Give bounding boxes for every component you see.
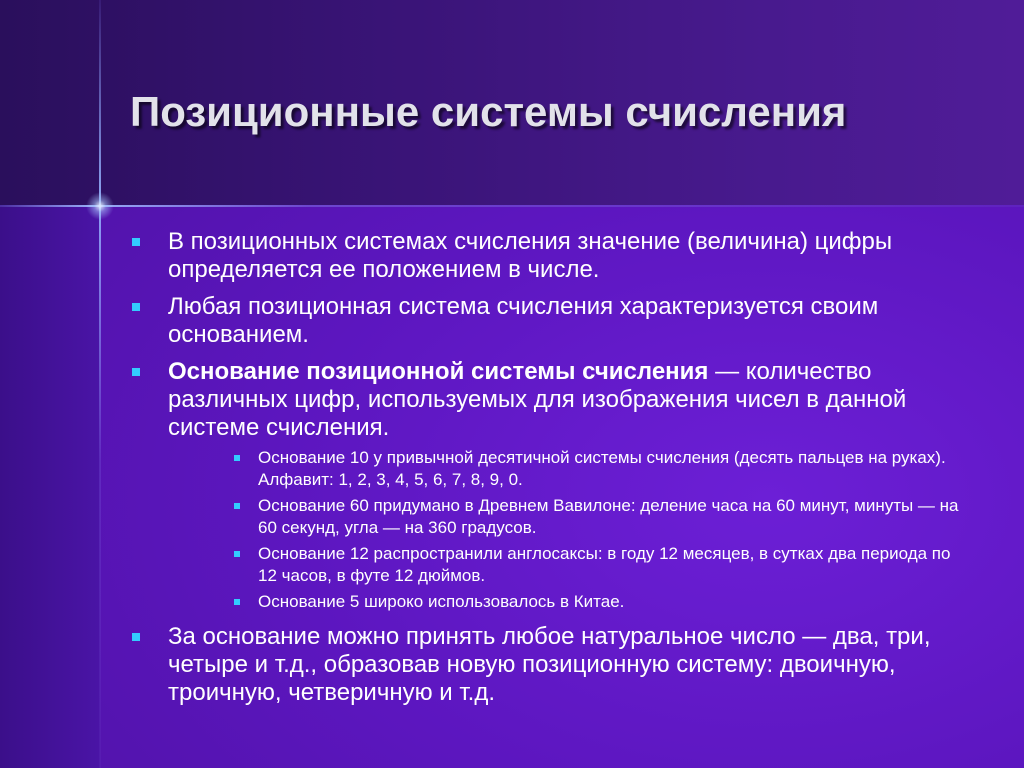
sub-bullet-text: Основание 12 распространили англосаксы: в году 12 месяцев, в сутках два периода по 12 часов, в футе 12 дюймов. — [258, 544, 951, 585]
square-bullet-icon — [132, 238, 140, 246]
slide-content — [130, 228, 970, 716]
slide-title: Позиционные системы счисления — [130, 88, 847, 135]
bullet-bold-term: Основание позиционной системы счисления — [168, 358, 709, 385]
square-bullet-icon — [132, 368, 140, 376]
square-bullet-icon — [234, 599, 240, 605]
sub-bullet-text: Основание 60 придумано в Древнем Вавилоне: деление часа на 60 минут, минуты — на 60 секунд, угла — на 360 градусов. — [258, 496, 959, 537]
sub-bullet-item-1 — [258, 447, 970, 491]
sub-bullet-item-2 — [258, 495, 970, 539]
bullet-item-1 — [130, 228, 970, 284]
sub-bullet-text: Основание 5 широко использовалось в Китае. — [258, 592, 625, 611]
sub-bullet-item-4 — [258, 591, 970, 613]
bullet-text: За основание можно принять любое натуральное число — два, три, четыре и т.д., образовав новую позиционную систему: двоичную, троичную, четверичную и т.д. — [168, 623, 931, 706]
sub-bullet-text: Основание 10 у привычной десятичной системы счисления (десять пальцев на руках). Алфавит: 1, 2, 3, 4, 5, 6, 7, 8, 9, 0. — [258, 448, 946, 489]
left-decor-strip — [0, 205, 100, 768]
bullet-item-4 — [130, 623, 970, 707]
bullet-text: — количество различных цифр, используемых для изображения чисел в данной системе счисления. — [168, 358, 907, 441]
bullet-text: В позиционных системах счисления значение (величина) цифры определяется ее положением в числе. — [168, 228, 893, 283]
square-bullet-icon — [132, 303, 140, 311]
square-bullet-icon — [132, 633, 140, 641]
sparkle-icon — [86, 192, 114, 220]
sub-bullet-item-3 — [258, 543, 970, 587]
square-bullet-icon — [234, 503, 240, 509]
bullet-item-2 — [130, 293, 970, 349]
bullet-text: Любая позиционная система счисления характеризуется своим основанием. — [168, 293, 879, 348]
vertical-decor-line — [99, 0, 101, 768]
sub-bullet-list — [130, 447, 970, 613]
bullet-item-3 — [130, 358, 970, 442]
square-bullet-icon — [234, 551, 240, 557]
horizontal-decor-line — [0, 205, 1024, 207]
square-bullet-icon — [234, 455, 240, 461]
